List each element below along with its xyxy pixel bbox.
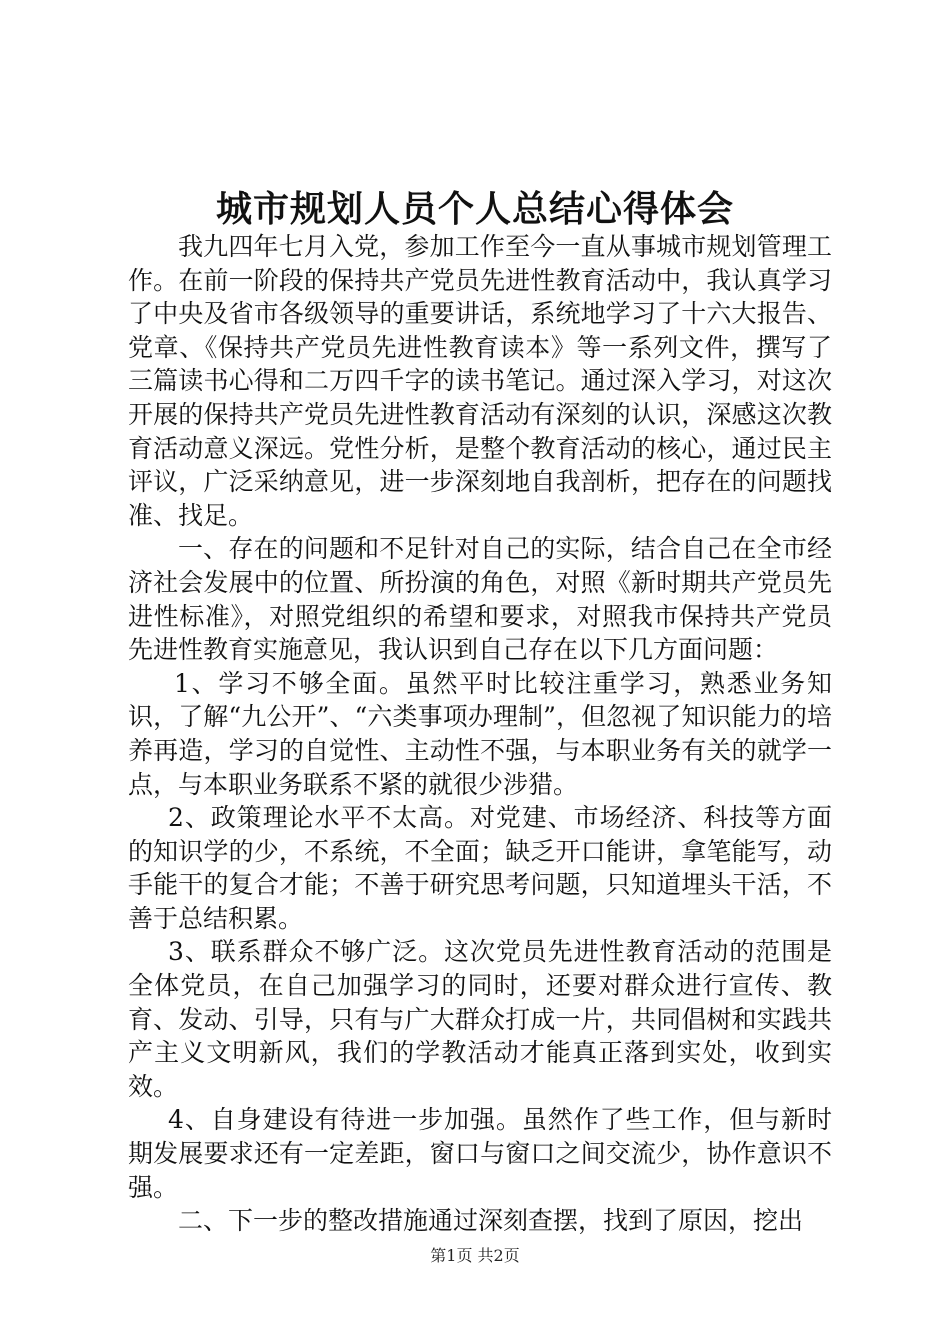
paragraph-section-one: 一、存在的问题和不足针对自己的实际，结合自己在全市经济社会发展中的位置、所扮演的角色，对照《新时期共产党员先进性标准》，对照党组织的希望和要求，对照我市保持共产党员先进性教育实施意见，我认识到自己存在以下几方面问题： <box>128 534 832 665</box>
paragraph-item-3: 3、联系群众不够广泛。这次党员先进性教育活动的范围是全体党员，在自己加强学习的同时，还要对群众进行宣传、教育、发动、引导，只有与广大群众打成一片，共同倡树和实践共产主义文明新风，我们的学教活动才能真正落到实处，收到实效。 <box>128 937 832 1101</box>
paragraph-item-4: 4、自身建设有待进一步加强。虽然作了些工作，但与新时期发展要求还有一定差距，窗口与窗口之间交流少，协作意识不强。 <box>128 1105 832 1202</box>
document-body <box>128 230 832 1238</box>
paragraph-item-2: 2、政策理论水平不太高。对党建、市场经济、科技等方面的知识学的少，不系统，不全面；缺乏开口能讲，拿笔能写，动手能干的复合才能；不善于研究思考问题，只知道埋头干活，不善于总结积累。 <box>128 803 832 933</box>
page-footer: 第1页 共2页 <box>430 1246 520 1265</box>
paragraph-item-1: 1、学习不够全面。虽然平时比较注重学习，熟悉业务知识，了解“九公开”、“六类事项办理制”，但忽视了知识能力的培养再造，学习的自觉性、主动性不强，与本职业务有关的就学一点，与本职业务联系不紧的就很少涉猎。 <box>128 668 832 799</box>
paragraph-intro: 我九四年七月入党，参加工作至今一直从事城市规划管理工作。在前一阶段的保持共产党员先进性教育活动中，我认真学习了中央及省市各级领导的重要讲话，系统地学习了十六大报告、党章、《保持共产党员先进性教育读本》等一系列文件，撰写了三篇读书心得和二万四千字的读书笔记。通过深入学习，对这次开展的保持共产党员先进性教育活动有深刻的认识，深感这次教育活动意义深远。党性分析，是整个教育活动的核心，通过民主评议，广泛采纳意见，进一步深刻地自我剖析，把存在的问题找准、找足。 <box>128 232 832 530</box>
paragraph-section-two: 二、下一步的整改措施通过深刻查摆，找到了原因，挖出 <box>178 1206 804 1236</box>
document-title: 城市规划人员个人总结心得体会 <box>215 188 734 230</box>
